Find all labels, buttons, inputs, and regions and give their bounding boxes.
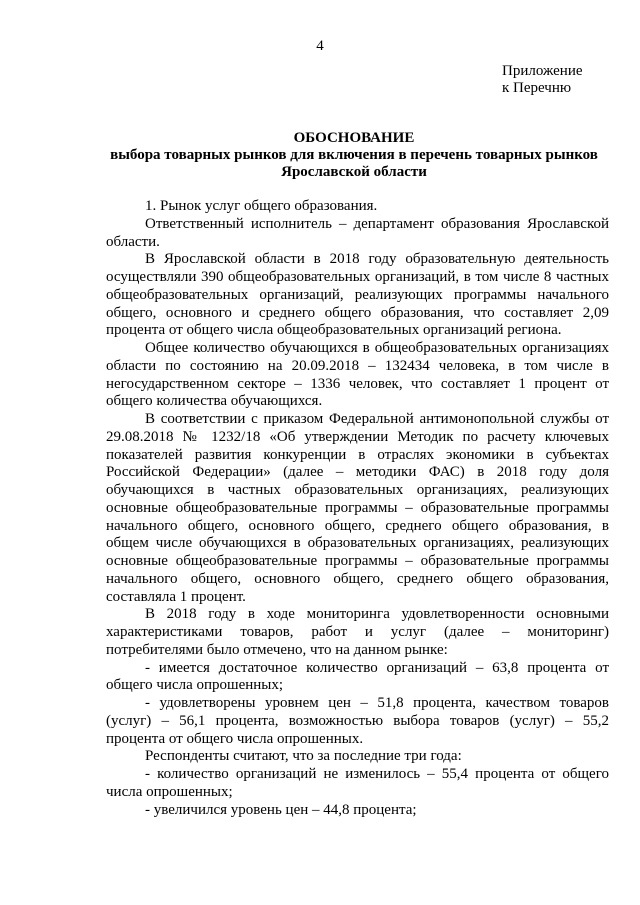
- heading-line-2: выбора товарных рынков для включения в перечень товарных рынков: [110, 147, 598, 163]
- document-heading: [100, 130, 608, 181]
- appendix-line-2: к Перечню: [502, 80, 572, 96]
- page-number: 4: [316, 38, 324, 54]
- paragraph-monitoring: В 2018 году в ходе мониторинга удовлетворенности основными характеристиками товаров, работ и услуг (далее – мониторинг) потребителями было отмечено, что на данном рынке:: [106, 606, 609, 658]
- paragraph-respondents: Респонденты считают, что за последние три года:: [145, 748, 462, 765]
- document-body: [106, 198, 609, 819]
- list-item-enough-organizations: - имеется достаточное количество организаций – 63,8 процента от общего числа опрошенных;: [106, 659, 609, 694]
- paragraph-responsible: Ответственный исполнитель – департамент образования Ярославской области.: [106, 215, 609, 250]
- heading-line-3: Ярославской области: [281, 164, 427, 180]
- appendix-line-1: Приложение: [502, 63, 583, 79]
- heading-title: ОБОСНОВАНИЕ: [293, 130, 415, 146]
- list-item-price-increase: - увеличился уровень цен – 44,8 процента;: [145, 801, 417, 818]
- paragraph-students: Общее количество обучающихся в общеобразовательных организациях области по состоянию на 20.09.2018 – 132434 человека, в том числе в негосударственном секторе – 1336 человек, что составляет 1 процент от общего количества обучающихся.: [106, 340, 609, 410]
- paragraph-market-title: 1. Рынок услуг общего образования.: [145, 198, 378, 214]
- paragraph-organizations: В Ярославской области в 2018 году образовательную деятельность осуществляли 390 общеобразовательных организаций, в том числе 8 частных общеобразовательных организаций, реализующих программы начального общего, основного и среднего общего образования, что составляет 2,09 процента от общего числа общеобразовательных организаций региона.: [106, 251, 609, 339]
- list-item-organizations-unchanged: - количество организаций не изменилось – 55,4 процента от общего числа опрошенных;: [106, 766, 609, 800]
- paragraph-fas-order: В соответствии с приказом Федеральной антимонопольной службы от 29.08.2018 № 1232/18 «Об утверждении Методик по расчету ключевых показателей развития конкуренции в отраслях экономики в субъектах Российской Федерации» (далее – методики ФАС) в 2018 году доля обучающихся в частных образовательных организациях, реализующих основные общеобразовательные программы – образовательные программы начального общего, основного общего, среднего общего образования, в общем числе обучающихся в образовательных организациях, реализующих основные общеобразовательные программы – образовательные программы начального общего, основного общего, среднего общего образования, составляла 1 процент.: [106, 411, 609, 605]
- list-item-satisfaction: - удовлетворены уровнем цен – 51,8 процента, качеством товаров (услуг) – 56,1 процента, возможностью выбора товаров (услуг) – 55,2 процента от общего числа опрошенных.: [106, 695, 609, 747]
- appendix-note: [502, 63, 583, 97]
